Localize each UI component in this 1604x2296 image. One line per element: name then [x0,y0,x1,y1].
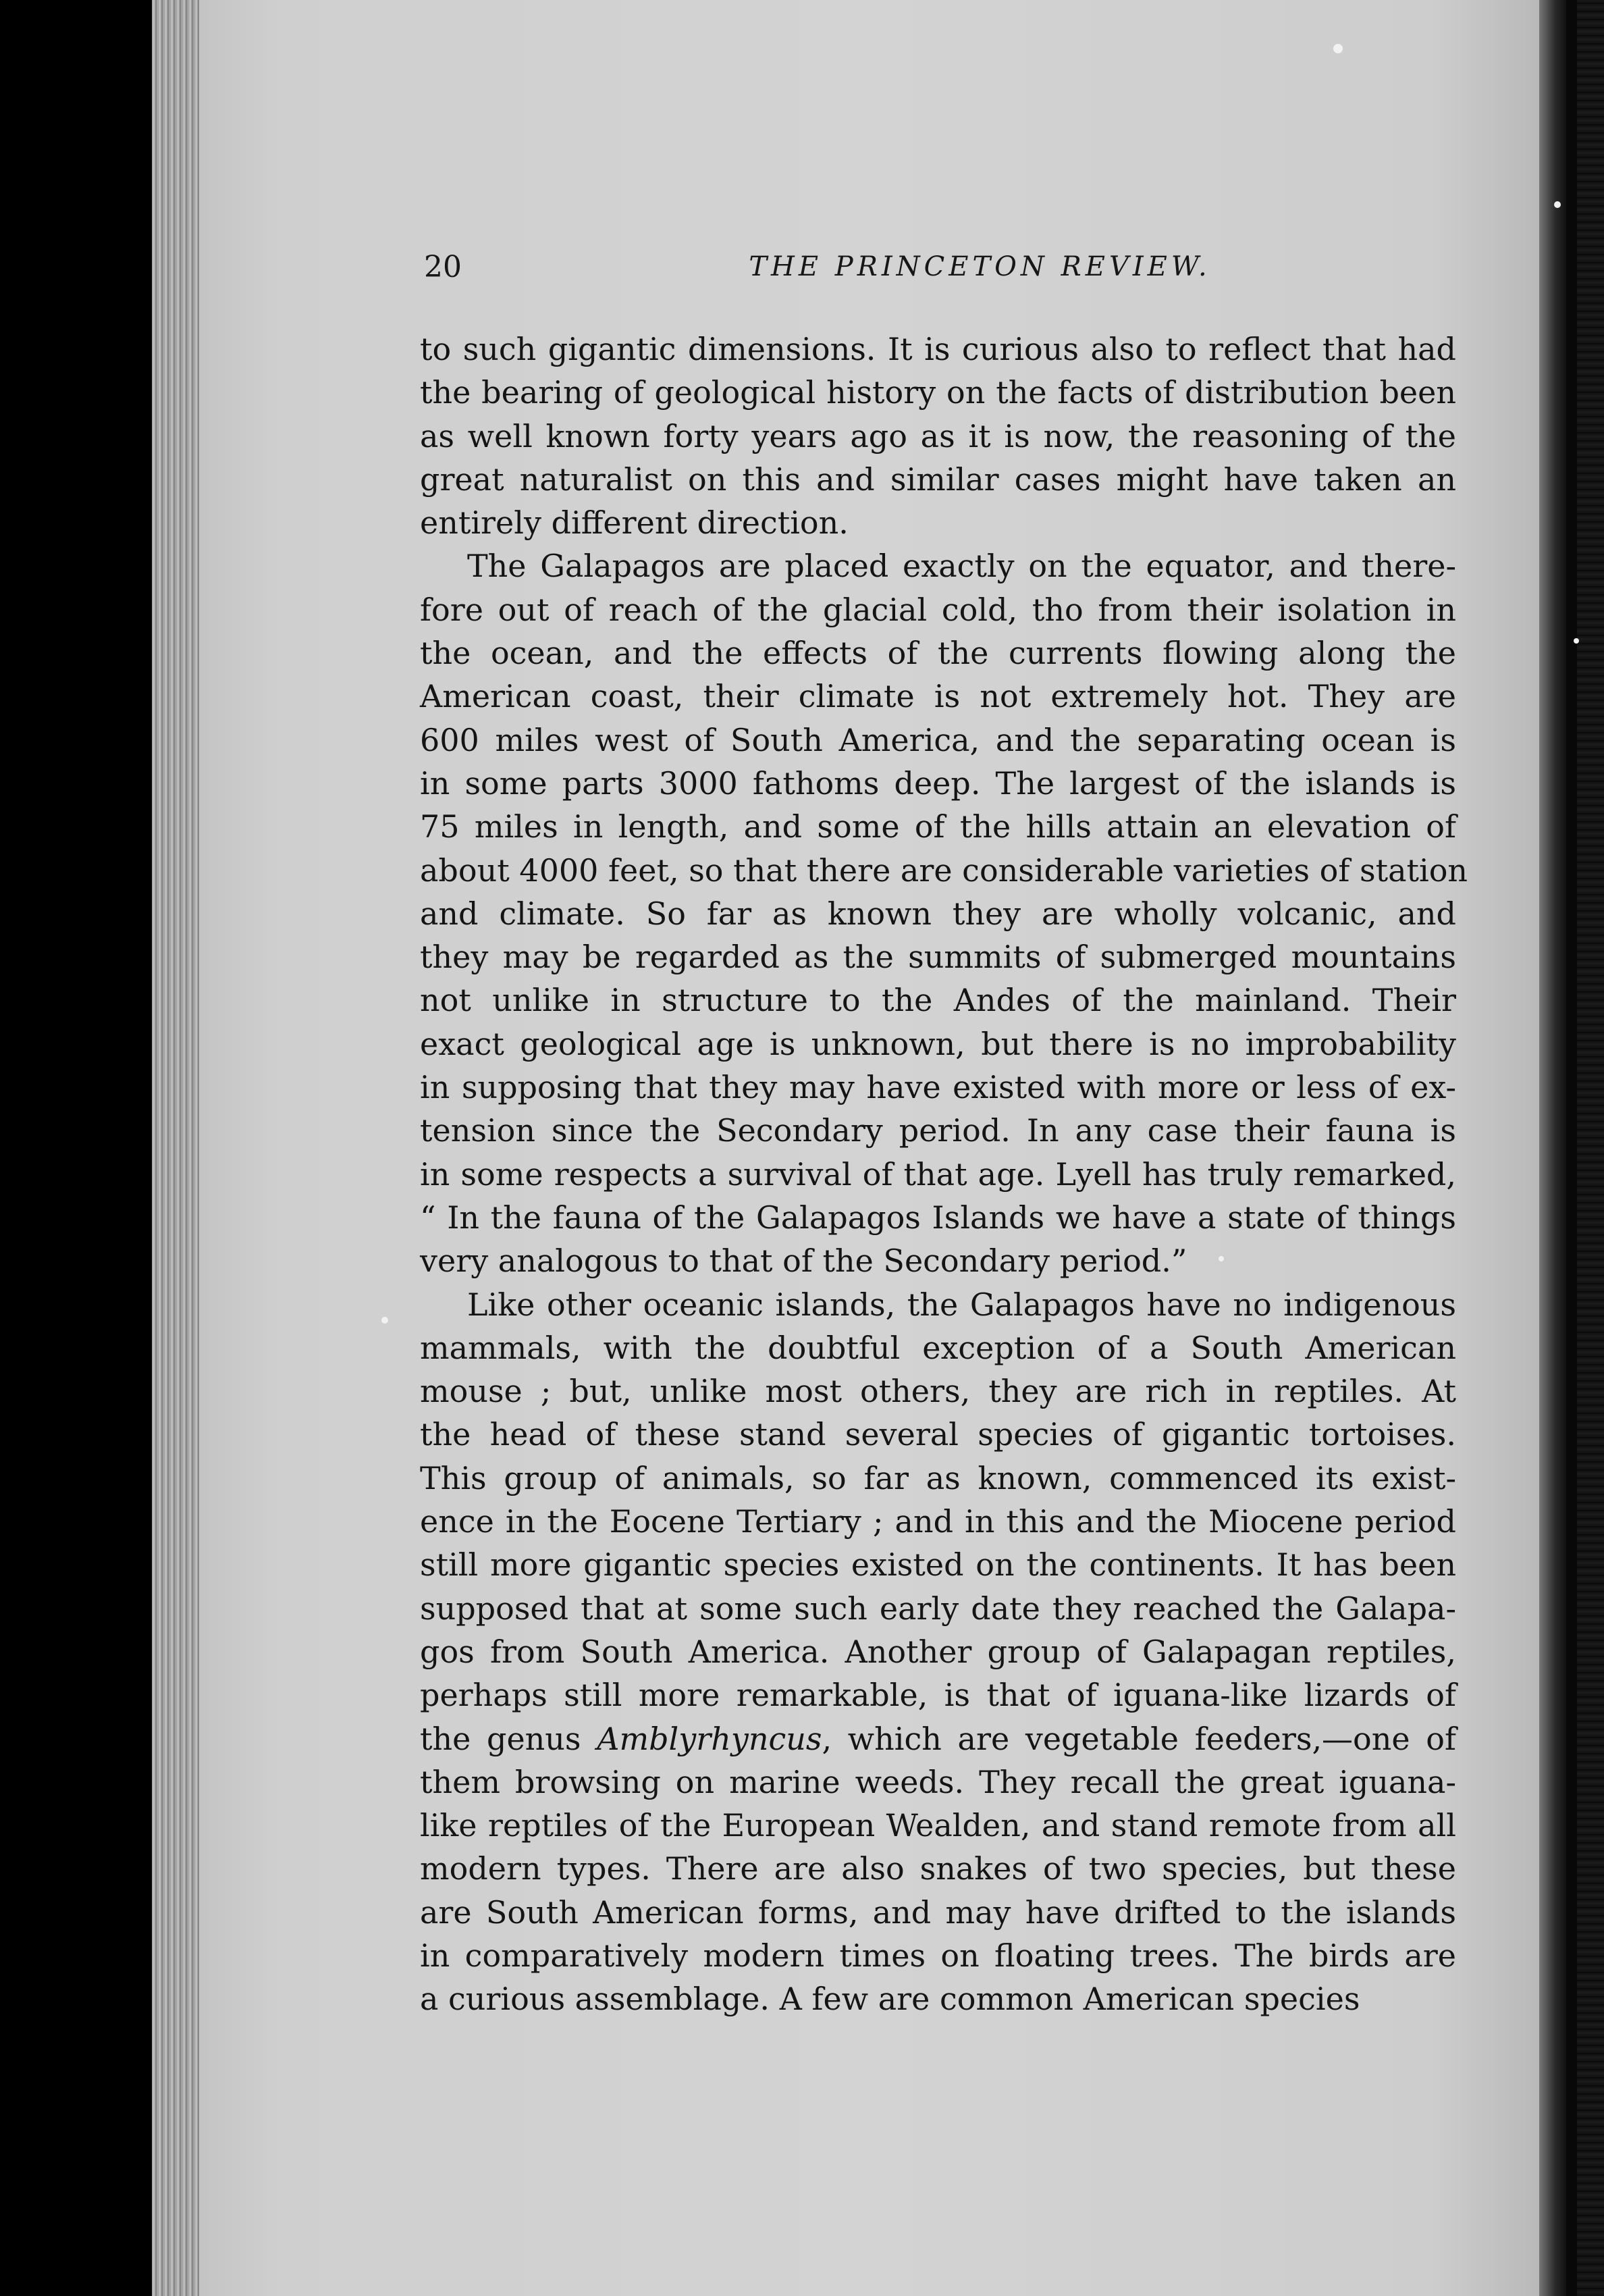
text-line: to such gigantic dimensions. It is curious also to reflect that had [420,331,1456,367]
body-text [420,328,1468,2021]
text-line: The Galapagos are placed exactly on the equator, and there- [467,548,1456,585]
text-line: like reptiles of the European Wealden, and stand remote from all [420,1807,1456,1844]
text-line: not unlike in structure to the Andes of the mainland. Their [420,982,1456,1019]
paragraph [420,1283,1456,2021]
scan-speck [1574,638,1579,644]
text-line: great naturalist on this and similar cases might have taken an [420,461,1456,498]
paragraph [420,328,1456,544]
text-line: a curious assemblage. A few are common American species [420,1981,1360,2018]
text-line: very analogous to that of the Secondary period.” [420,1243,1187,1280]
text-line: the head of these stand several species of gigantic tortoises. [420,1416,1456,1453]
text-line: 75 miles in length, and some of the hills attain an elevation of [420,808,1456,845]
text-line: they may be regarded as the summits of submerged mountains [420,939,1456,976]
text-line: 600 miles west of South America, and the separating ocean is [420,721,1456,758]
text-line: fore out of reach of the glacial cold, tho from their isolation in [420,591,1456,628]
text-line: supposed that at some such early date they reached the Galapa- [420,1590,1456,1627]
text-line: are South American forms, and may have drifted to the islands [420,1894,1456,1931]
text-line: gos from South America. Another group of Galapagan reptiles, [420,1633,1456,1670]
text-line: as well known forty years ago as it is now, the reasoning of the [420,417,1456,454]
page-header [424,250,1468,290]
text-line: exact geological age is unknown, but there is no improbability [420,1025,1456,1062]
scan-speck [381,1317,388,1324]
text-line: the bearing of geological history on the facts of distribution been [420,374,1456,411]
text-line: in some parts 3000 fathoms deep. The largest of the islands is [420,764,1456,802]
scan-speck [1333,44,1343,53]
scan-left-border [0,0,152,2296]
book-gutter-shadow [1539,0,1566,2296]
text-line: the genus Amblyrhyncus, which are vegetable feeders,—one of [420,1720,1457,1757]
text-line: in supposing that they may have existed with more or less of ex- [420,1069,1456,1106]
text-line: ence in the Eocene Tertiary ; and in this and the Miocene period [420,1503,1456,1540]
text-line: mammals, with the doubtful exception of a South American [420,1329,1456,1366]
text-line: about 4000 feet, so that there are considerable varieties of station [420,852,1468,889]
text-line: modern types. There are also snakes of two species, but these [420,1850,1456,1887]
text-line: This group of animals, so far as known, commenced its exist- [420,1459,1456,1496]
text-line: them browsing on marine weeds. They recall the great iguana- [420,1763,1456,1800]
text-line: the ocean, and the effects of the currents flowing along the [420,635,1456,672]
text-line: American coast, their climate is not extremely hot. They are [420,678,1456,715]
facing-page-edge [1577,0,1604,2296]
text-line: Like other oceanic islands, the Galapagos have no indigenous [467,1286,1456,1323]
text-line: in some respects a survival of that age. Lyell has truly remarked, [420,1155,1456,1193]
text-line: still more gigantic species existed on the continents. It has been [420,1546,1456,1584]
text-line: “ In the fauna of the Galapagos Islands we have a state of things [420,1199,1456,1236]
page-number: 20 [424,250,462,284]
text-line: tension since the Secondary period. In any case their fauna is [420,1112,1456,1149]
paragraph [420,544,1468,1282]
text-line: mouse ; but, unlike most others, they are rich in reptiles. At [420,1373,1456,1410]
page-stack-edge [152,0,199,2296]
running-head: THE PRINCETON REVIEW. [749,251,1211,282]
text-line: perhaps still more remarkable, is that of iguana-like lizards of [420,1677,1456,1714]
text-line: in comparatively modern times on floating trees. The birds are [420,1937,1456,1974]
text-line: entirely different direction. [420,504,849,542]
text-line: and climate. So far as known they are wholly volcanic, and [420,895,1456,932]
scan-speck [1554,201,1561,208]
